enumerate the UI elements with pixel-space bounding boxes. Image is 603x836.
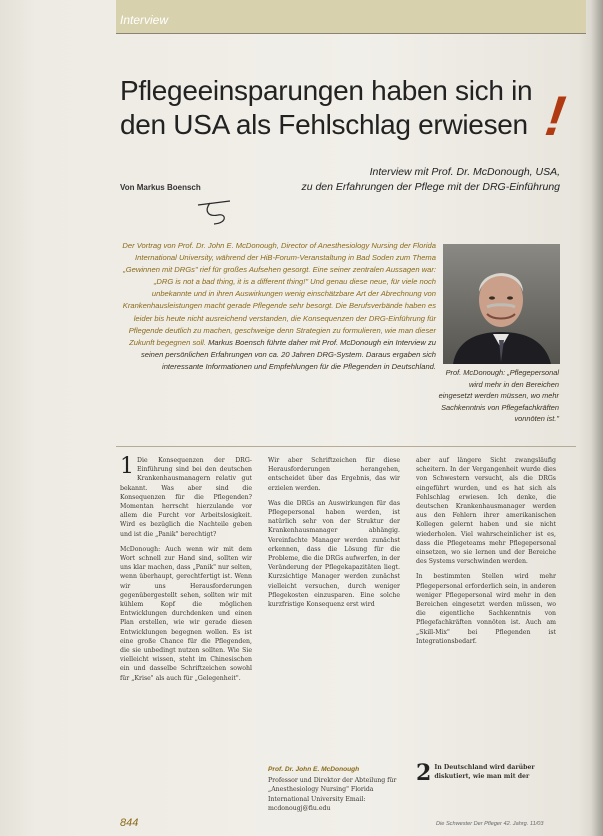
dropcap-2: 2 bbox=[416, 760, 432, 786]
infobox-text: Professor und Direktor der Abteilung für „Anesthesiology Nursing" Florida International University Email: mcdonougj@fiu.edu bbox=[268, 777, 397, 812]
page-number: 844 bbox=[120, 817, 139, 829]
photo-caption: Prof. McDonough: „Pflegepersonal wird mehr in den Bereichen eingesetzt werden müssen, wo mehr Sachkenntnis von Pflegefachkräften vonnöten ist." bbox=[438, 368, 559, 423]
author-infobox bbox=[268, 765, 400, 813]
portrait-illustration bbox=[443, 244, 560, 364]
question-1: 1 Die Konsequenzen der DRG-Einführung sind bei den deutschen Krankenhausmanagern relativ gut bekannt. Was aber sind die Konsequenzen für die Pflegenden? Momentan herrscht hierzulande vor allem die Furcht vor Arbeitslosigkeit. Wird es bezüglich die Nachteile geben und ist die „Panik" berechtigt? bbox=[120, 456, 252, 538]
answer-1-part-3: aber auf längere Sicht zwangsläufig scheitern. In der Vergangenheit wurde dies von Schwestern versucht, als die DRGs eingeführt wurden, und es hat sich als Fehlschlag erwiesen. Ich denke, die deutschen Krankenhausmanager werden aus den Fehlern ihrer amerikanischen Kollegen gelernt haben und sie nicht wiederholen. Viel wahrscheinlicher ist es, dass die Pflegeteams mehr Pflegepersonal einsetzen, wo sie lernen und der Bereiche des Systems verschwinden werden. bbox=[416, 457, 556, 566]
intro-paragraph-1: Der Vortrag von Prof. Dr. John E. McDonough, Director of Anesthesiology Nursing der Florida International University, während der HiB-Forum-Veranstaltung in Bad Soden zum Thema „Gewinnen mit DRGs" rief für großes Aufsehen gesorgt. Eine seiner zentralen Aussagen war: „DRG is not a bad thing, it is a different thing!" Und genau diese neue, für viele noch unbekannte und in ihren Auswirkungen wenig einschätzbare Art der Abrechnung von Krankenhausleistungen macht gerade Pflegende sehr besorgt. Die Berufsverbände haben es leider bis heute nicht ausreichend verstanden, die Konsequenzen der DRG-Einführung für Pflegende deutlich zu machen, geschweige denn Strategien zu formulieren, wie man dieser Zukunft begegnen soll. bbox=[122, 241, 436, 347]
intro-text bbox=[120, 240, 436, 373]
pen-flourish-icon bbox=[196, 197, 236, 227]
subline-line-1: Interview mit Prof. Dr. McDonough, USA, bbox=[369, 166, 560, 178]
body-column-1 bbox=[120, 456, 252, 802]
question-2: 2 In Deutschland wird darüber diskutiert, wie man mit der bbox=[416, 760, 535, 786]
section-header-bar bbox=[116, 0, 586, 33]
body-column-3 bbox=[416, 456, 556, 756]
subline-line-2: zu den Erfahrungen der Pflege mit der DRG-Einführung bbox=[301, 181, 560, 193]
answer-1: McDonough: Auch wenn wir mit dem Wort schnell zur Hand sind, sollten wir uns klar machen, dass „Panik" nur selten, wenn überhaupt, gerechtfertigt ist. Wenn wir uns Herausforderungen gegenübergestellt sehen, sollten wir mit kühlem Kopf die möglichen Entwicklungen durchdenken und einen Plan erstellen, wie wir gerade diesen Entwicklungen begegnen wollen. Es ist eine große Chance für die Pflegenden, die sie unbedingt nutzen sollten. Wie Sie vielleicht wissen, steht im Chinesischen ein und dasselbe Schriftzeichen sowohl für „Krise" als auch für „Gelegenheit". bbox=[120, 545, 252, 682]
publication-footer: Die Schwester Der Pfleger 42. Jahrg. 11/03 bbox=[436, 821, 544, 827]
author-byline: Von Markus Boensch bbox=[120, 183, 201, 192]
portrait-photo bbox=[443, 244, 560, 364]
section-label: Interview bbox=[120, 13, 169, 27]
header-divider bbox=[116, 33, 586, 34]
article-subline bbox=[250, 165, 560, 195]
exclamation-mark: ! bbox=[541, 84, 570, 147]
intro-paragraph-2: Markus Boensch führte daher mit Prof. McDonough ein Interview zu seinen persönlichen Erfahrungen von ca. 20 Jahren DRG-System. Daraus ergaben sich interessante Informationen und Empfehlungen für die Pflegenden in Deutschland. bbox=[140, 337, 436, 371]
answer-1-continued: Wir aber Schriftzeichen für diese Herausforderungen herangehen, entscheidet über das Ergebnis, das wir erzielen werden. bbox=[268, 457, 400, 492]
answer-1-part-2: Was die DRGs an Auswirkungen für das Pflegepersonal haben werden, ist natürlich sehr von der Struktur der Krankenhausmanager abhängig. Vereinfachte Manager werden zunächst erkennen, dass die Lösung für die Probleme, die die DRGs aufwerfen, in der Veränderung der Pflegekapazitäten liegt. Kurzsichtige Manager werden zunächst vielleicht versuchen, durch weniger Pflegekosten einzusparen. Eine solche kurzfristige Konsequenz erst wird bbox=[268, 499, 400, 609]
answer-1-part-4: In bestimmten Stellen wird mehr Pflegepersonal erforderlich sein, in anderen weniger Pflegepersonal wird mehr in den Bereichen eingesetzt werden müssen, wo die eigentliche Sachkenntnis von Pflegefachkräften vonnöten ist. Auch am „Skill-Mix" bei Pflegenden ist Integrationsbedarf. bbox=[416, 573, 556, 645]
dropcap-1: 1 bbox=[120, 456, 134, 479]
content-divider bbox=[116, 446, 576, 447]
article-headline: Pflegeeinsparungen haben sich in den USA als Fehlschlag erwiesen bbox=[120, 75, 533, 140]
infobox-title: Prof. Dr. John E. McDonough bbox=[268, 766, 360, 773]
body-column-2 bbox=[268, 456, 400, 756]
